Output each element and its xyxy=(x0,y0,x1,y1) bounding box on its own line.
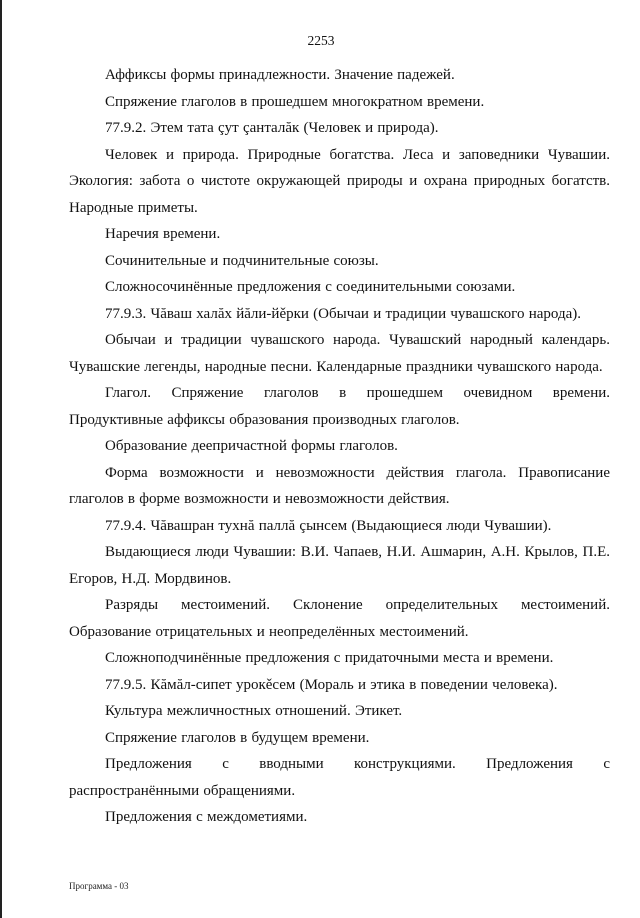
section-heading: 77.9.3. Чăваш халăх йăли-йěрки (Обычаи и традиции чувашского народа). xyxy=(105,305,581,322)
paragraph: Наречия времени. xyxy=(105,226,221,242)
section-heading: 77.9.4. Чăвашран тухнă паллă çынсем (Выдающиеся люди Чувашии). xyxy=(105,517,552,534)
paragraph: Глагол. Спряжение глаголов в прошедшем очевидном времени. Продуктивные аффиксы образования производных глаголов. xyxy=(69,385,610,428)
section-heading: 77.9.5. Кăмăл-сипет урокěсем (Мораль и этика в поведении человека). xyxy=(105,676,558,693)
paragraph: Культура межличностных отношений. Этикет. xyxy=(105,703,403,719)
paragraph: Выдающиеся люди Чувашии: В.И. Чапаев, Н.И. Ашмарин, А.Н. Крылов, П.Е. Егоров, Н.Д. Мордвинов. xyxy=(69,544,610,587)
paragraph: Аффиксы формы принадлежности. Значение падежей. xyxy=(105,67,455,83)
footer-program-label: Программа - 03 xyxy=(69,881,129,891)
paragraph: Предложения с междометиями. xyxy=(105,809,308,825)
paragraph: Разряды местоимений. Склонение определительных местоимений. Образование отрицательных и неопределённых местоимений. xyxy=(69,597,610,640)
page-number: 2253 xyxy=(307,33,335,48)
paragraph: Спряжение глаголов в прошедшем многократном времени. xyxy=(105,93,485,110)
section-heading: 77.9.2. Этем тата çут çанталăк (Человек и природа). xyxy=(105,120,439,136)
paragraph: Сложноподчинённые предложения с придаточными места и времени. xyxy=(105,650,554,666)
paragraph: Предложения с вводными конструкциями. Предложения с распространёнными обращениями. xyxy=(69,756,610,799)
paragraph: Образование деепричастной формы глаголов. xyxy=(105,438,398,454)
paragraph: Человек и природа. Природные богатства. Леса и заповедники Чувашии. Экология: забота о чистоте окружающей природы и охрана природных богатств. Народные приметы. xyxy=(69,146,610,216)
paragraph: Сложносочинённые предложения с соединительными союзами. xyxy=(105,279,516,295)
paragraph: Сочинительные и подчинительные союзы. xyxy=(105,252,379,269)
document-body xyxy=(69,62,610,831)
paragraph: Форма возможности и невозможности действия глагола. Правописание глаголов в форме возможности и невозможности действия. xyxy=(69,464,610,507)
paragraph: Спряжение глаголов в будущем времени. xyxy=(105,729,370,746)
paragraph: Обычаи и традиции чувашского народа. Чувашский народный календарь. Чувашские легенды, народные песни. Календарные праздники чувашского народа. xyxy=(69,332,610,375)
